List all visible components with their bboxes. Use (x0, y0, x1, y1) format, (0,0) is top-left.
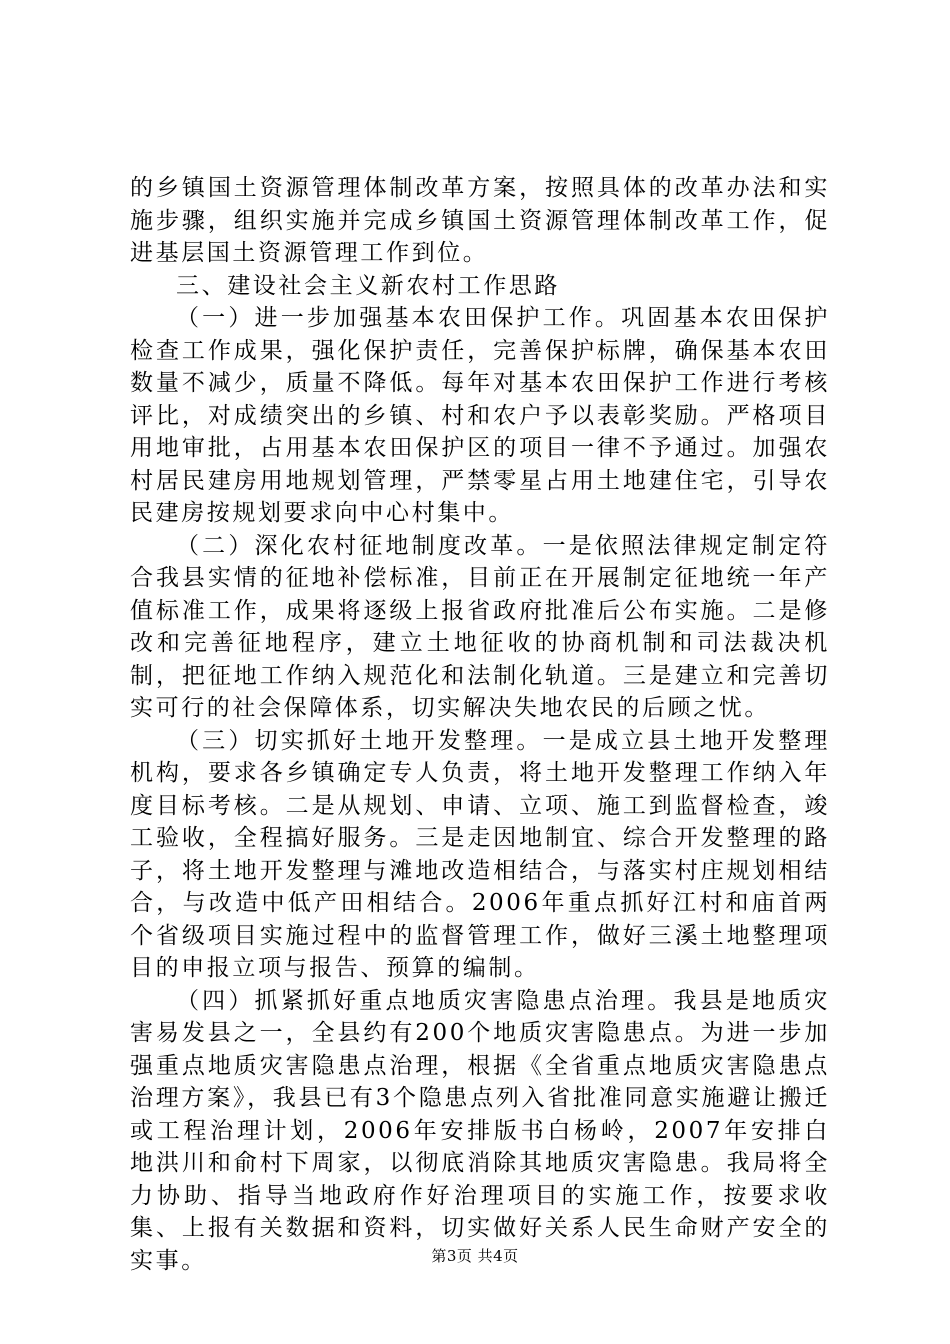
paragraph-geological-hazards: （四）抓紧抓好重点地质灾害隐患点治理。我县是地质灾害易发县之一，全县约有200个地质灾害隐患点。为进一步加强重点地质灾害隐患点治理，根据《全省重点地质灾害隐患点治理方案》，我县已有3个隐患点列入省批准同意实施避让搬迁或工程治理计划，2006年安排版书白杨岭，2007年安排白地洪川和俞村下周家，以彻底消除其地质灾害隐患。我局将全力协助、指导当地政府作好治理项目的实施工作，按要求收集、上报有关数据和资料，切实做好关系人民生命财产安全的实事。 (130, 987, 830, 1274)
document-body (130, 172, 830, 1277)
paragraph-farmland-protection: （一）进一步加强基本农田保护工作。巩固基本农田保护检查工作成果，强化保护责任，完善保护标牌，确保基本农田数量不减少，质量不降低。每年对基本农田保护工作进行考核评比，对成绩突出的乡镇、村和农户予以表彰奖励。严格项目用地审批，占用基本农田保护区的项目一律不予通过。加强农村居民建房用地规划管理，严禁零星占用土地建住宅，引导农民建房按规划要求向中心村集中。 (130, 305, 830, 526)
paragraph-land-requisition-reform: （二）深化农村征地制度改革。一是依照法律规定制定符合我县实情的征地补偿标准，目前正在开展制定征地统一年产值标准工作，成果将逐级上报省政府批准后公布实施。二是修改和完善征地程序，建立土地征收的协商机制和司法裁决机制，把征地工作纳入规范化和法制化轨道。三是建立和完善切实可行的社会保障体系，切实解决失地农民的后顾之忧。 (130, 532, 830, 721)
paragraph-continuation: 的乡镇国土资源管理体制改革方案，按照具体的改革办法和实施步骤，组织实施并完成乡镇国土资源管理体制改革工作，促进基层国土资源管理工作到位。 (130, 175, 830, 266)
page-footer: 第3页 共4页 (431, 1247, 519, 1265)
section-heading: 三、建设社会主义新农村工作思路 (176, 272, 560, 299)
paragraph-land-development: （三）切实抓好土地开发整理。一是成立县土地开发整理机构，要求各乡镇确定专人负责，将土地开发整理工作纳入年度目标考核。二是从规划、申请、立项、施工到监督检查，竣工验收，全程搞好服务。三是走因地制宜、综合开发整理的路子，将土地开发整理与滩地改造相结合，与落实村庄规划相结合，与改造中低产田相结合。2006年重点抓好江村和庙首两个省级项目实施过程中的监督管理工作，做好三溪土地整理项目的申报立项与报告、预算的编制。 (130, 727, 830, 981)
